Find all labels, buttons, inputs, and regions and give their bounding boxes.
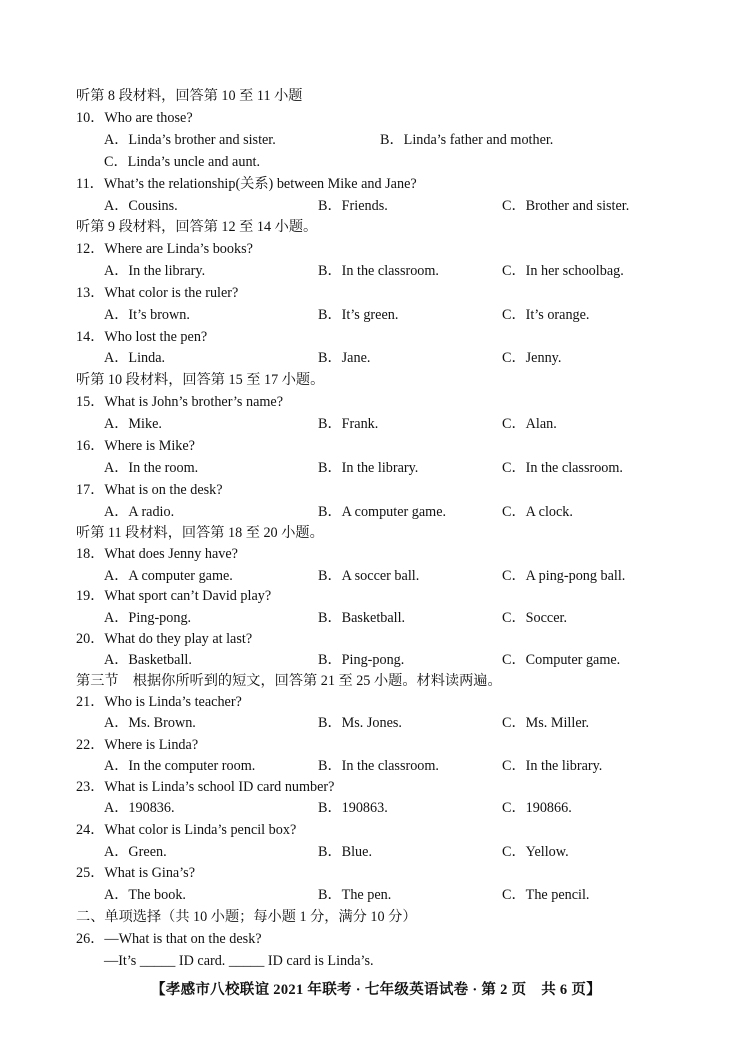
options-row <box>0 501 752 523</box>
option-a: A．A radio. <box>104 504 175 520</box>
option-a: A．Linda. <box>104 350 166 366</box>
question-line <box>0 326 752 348</box>
options-row <box>0 712 752 734</box>
option-c: C．Jenny. <box>502 350 562 366</box>
question-text: 18．What does Jenny have? <box>76 546 238 562</box>
option-b: B．In the classroom. <box>318 263 439 279</box>
option-a: A．In the library. <box>104 263 206 279</box>
option-a: A．In the computer room. <box>104 758 256 774</box>
option-c: C．Computer game. <box>502 652 621 668</box>
option-a: A．It’s brown. <box>104 307 190 323</box>
question-line <box>0 628 752 650</box>
section-heading: 二、单项选择（共 10 小题；每小题 1 分，满分 10 分） <box>76 909 417 925</box>
option-a: A．Ping-pong. <box>104 610 192 626</box>
question-line <box>0 543 752 565</box>
section-heading: 听第 10 段材料，回答第 15 至 17 小题。 <box>76 372 325 388</box>
option-a: A．Cousins. <box>104 198 178 214</box>
options-row <box>0 129 752 151</box>
options-row <box>0 195 752 217</box>
question-line <box>0 734 752 756</box>
options-row <box>0 841 752 863</box>
option-c: C．A ping-pong ball. <box>502 568 626 584</box>
option-a: A．Green. <box>104 844 167 860</box>
section-heading: 听第 11 段材料，回答第 18 至 20 小题。 <box>76 525 324 541</box>
question-text: 24．What color is Linda’s pencil box? <box>76 822 297 838</box>
option-a: A．190836. <box>104 800 175 816</box>
option-c: C．Yellow. <box>502 844 569 860</box>
option-a: A．Linda’s brother and sister. <box>104 132 276 148</box>
question-line <box>0 173 752 195</box>
option-a: A．Mike. <box>104 416 162 432</box>
option-b: B．The pen. <box>318 887 392 903</box>
option-c: C．The pencil. <box>502 887 590 903</box>
option-b: B．A soccer ball. <box>318 568 420 584</box>
question-text: 23．What is Linda’s school ID card number? <box>76 779 335 795</box>
dialogue-line <box>0 950 752 972</box>
question-text: 25．What is Gina’s? <box>76 865 195 881</box>
section-heading: 听第 9 段材料，回答第 12 至 14 小题。 <box>76 219 318 235</box>
question-line <box>0 391 752 413</box>
options-row <box>0 413 752 435</box>
option-b: B．In the classroom. <box>318 758 439 774</box>
question-line <box>0 238 752 260</box>
option-b: B．In the library. <box>318 460 419 476</box>
option-c: C．In the library. <box>502 758 603 774</box>
page-footer: 【孝感市八校联谊 2021 年联考 · 七年级英语试卷 · 第 2 页 共 6 页】 <box>150 982 602 998</box>
question-text: 12．Where are Linda’s books? <box>76 241 253 257</box>
question-line <box>0 585 752 607</box>
option-b: B．190863. <box>318 800 388 816</box>
option-b: B．It’s green. <box>318 307 399 323</box>
option-b: B．A computer game. <box>318 504 447 520</box>
option-c: C．Brother and sister. <box>502 198 630 214</box>
question-line <box>0 435 752 457</box>
question-text: 26．—What is that on the desk? <box>76 931 262 947</box>
question-text: 10．Who are those? <box>76 110 193 126</box>
option-b: B．Frank. <box>318 416 379 432</box>
options-row <box>0 884 752 906</box>
option-c: C．Linda’s uncle and aunt. <box>104 154 261 170</box>
option-b: B．Ms. Jones. <box>318 715 402 731</box>
question-line <box>0 776 752 798</box>
options-row <box>0 565 752 587</box>
options-row <box>0 607 752 629</box>
question-text: 16．Where is Mike? <box>76 438 195 454</box>
question-line <box>0 107 752 129</box>
answer-text: —It’s _____ ID card. _____ ID card is Linda’s. <box>104 953 374 969</box>
option-c: C．Ms. Miller. <box>502 715 590 731</box>
option-b: B．Basketball. <box>318 610 406 626</box>
section-heading: 第三节 根据你所听到的短文，回答第 21 至 25 小题。材料读两遍。 <box>76 673 502 689</box>
option-a: A．In the room. <box>104 460 199 476</box>
options-row <box>0 347 752 369</box>
options-row <box>0 151 752 173</box>
question-text: 14．Who lost the pen? <box>76 329 208 345</box>
question-text: 13．What color is the ruler? <box>76 285 239 301</box>
options-row <box>0 649 752 671</box>
question-text: 19．What sport can’t David play? <box>76 588 272 604</box>
option-c: C．190866. <box>502 800 572 816</box>
section-heading: 听第 8 段材料，回答第 10 至 11 小题 <box>76 88 303 104</box>
option-b: B．Blue. <box>318 844 372 860</box>
question-line <box>0 479 752 501</box>
options-row <box>0 755 752 777</box>
option-b: B．Ping-pong. <box>318 652 405 668</box>
option-b: B．Linda’s father and mother. <box>380 132 554 148</box>
question-text: 11．What’s the relationship(关系) between Mike and Jane? <box>76 176 417 192</box>
question-text: 17．What is on the desk? <box>76 482 223 498</box>
question-text: 15．What is John’s brother’s name? <box>76 394 283 410</box>
option-b: B．Jane. <box>318 350 371 366</box>
option-b: B．Friends. <box>318 198 388 214</box>
question-line <box>0 819 752 841</box>
option-c: C．In her schoolbag. <box>502 263 624 279</box>
question-text: 22．Where is Linda? <box>76 737 199 753</box>
question-line <box>0 691 752 713</box>
question-text: 20．What do they play at last? <box>76 631 253 647</box>
option-c: C．Soccer. <box>502 610 568 626</box>
question-text: 21．Who is Linda’s teacher? <box>76 694 242 710</box>
options-row <box>0 797 752 819</box>
question-line <box>0 862 752 884</box>
option-c: C．In the classroom. <box>502 460 623 476</box>
option-c: C．It’s orange. <box>502 307 590 323</box>
option-a: A．Basketball. <box>104 652 192 668</box>
option-c: C．A clock. <box>502 504 573 520</box>
option-a: A．A computer game. <box>104 568 233 584</box>
options-row <box>0 304 752 326</box>
option-c: C．Alan. <box>502 416 557 432</box>
options-row <box>0 260 752 282</box>
option-a: A．The book. <box>104 887 186 903</box>
option-a: A．Ms. Brown. <box>104 715 196 731</box>
options-row <box>0 457 752 479</box>
question-line <box>0 282 752 304</box>
question-line <box>0 928 752 950</box>
